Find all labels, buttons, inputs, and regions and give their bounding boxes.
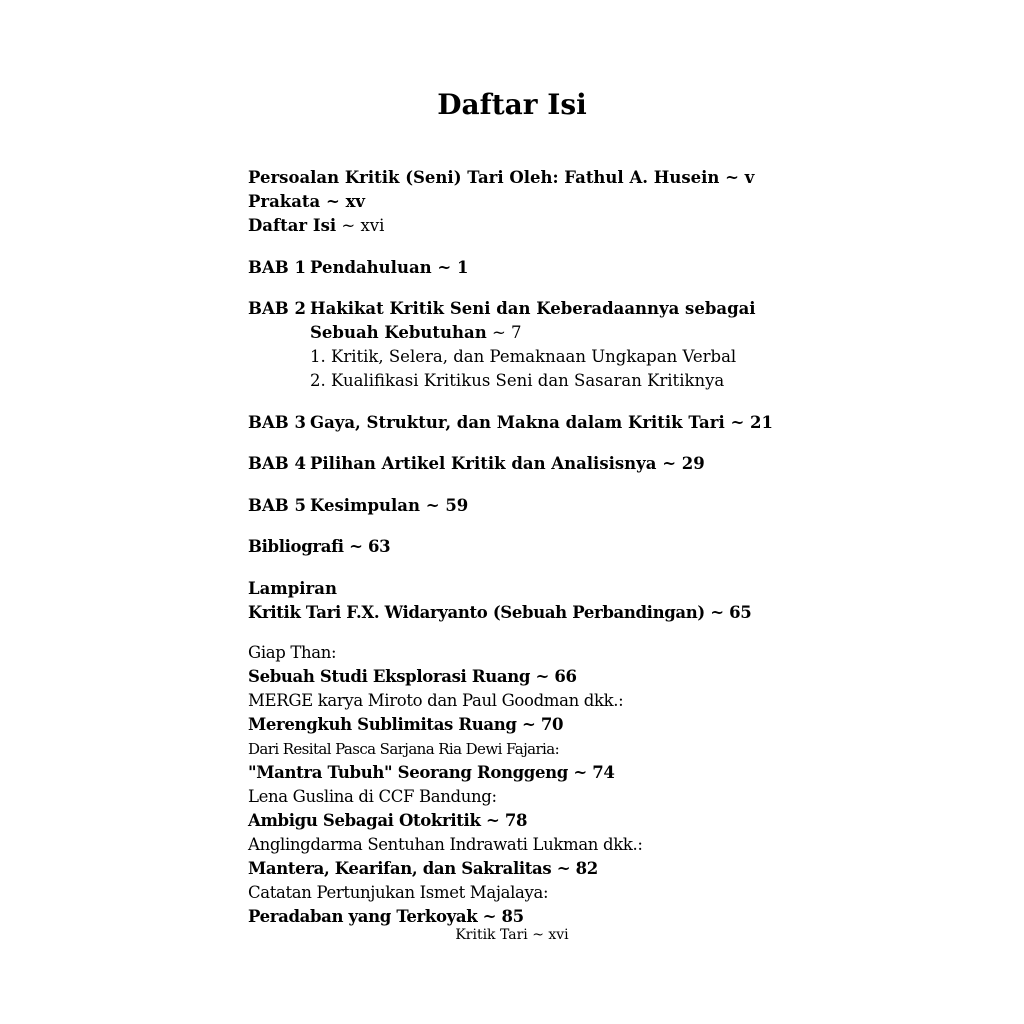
article-title: "Mantra Tubuh" Seorang Ronggeng [248,763,568,782]
chapter-3: BAB 3 Gaya, Struktur, dan Makna dalam Kritik Tari ~ 21 [248,411,808,435]
article-intro: Dari Resital Pasca Sarjana Ria Dewi Fajaria: [248,740,560,758]
chapter-2: BAB 2 Hakikat Kritik Seni dan Keberadaannya sebagai Sebuah Kebutuhan ~ 7 1. Kritik, Selera, dan Pemaknaan Ungkapan Verbal 2. Kualifikasi Kritikus Seni dan Sasaran Kritiknya [248,297,808,393]
chapter-page: 7 [511,323,522,342]
table-of-contents [248,166,808,929]
chapter-title: Gaya, Struktur, dan Makna dalam Kritik Tari [310,412,725,432]
article-entry: Peradaban yang Terkoyak ~ 85 [248,907,524,926]
article-page: 74 [592,763,615,782]
article-entry: Sebuah Studi Eksplorasi Ruang ~ 66 [248,667,577,686]
article-page: 85 [501,907,524,926]
toc-entry-persoalan: Persoalan Kritik (Seni) Tari Oleh: Fathul A. Husein ~ v [248,168,755,187]
article-intro: Giap Than: [248,643,337,662]
entry-label: Prakata [248,192,321,211]
toc-entry-appendix: Kritik Tari F.X. Widaryanto (Sebuah Perbandingan) ~ 65 [248,602,752,622]
article-title: Ambigu Sebagai Otokritik [248,811,481,830]
toc-entry-bibliografi: Bibliografi ~ 63 [248,537,391,556]
chapter-5: BAB 5 Kesimpulan ~ 59 [248,494,808,518]
article-entry: Mantera, Kearifan, dan Sakralitas ~ 82 [248,859,598,878]
entry-page: 63 [368,537,391,556]
entry-label: Bibliografi [248,537,344,556]
article-title: Peradaban yang Terkoyak [248,907,478,926]
subsection-list [310,345,756,393]
entry-label: Kritik Tari F.X. Widaryanto (Sebuah Perbandingan) [248,602,705,622]
chapter-title: Pendahuluan [310,257,432,277]
chapter-page: 1 [456,257,469,277]
chapter-page: 29 [681,454,705,473]
chapter-title-line2: Sebuah Kebutuhan [310,323,487,342]
chapter-number: BAB 2 [248,299,306,318]
entry-page: xvi [360,216,385,235]
toc-entry-daftar-isi: Daftar Isi ~ xvi [248,216,385,235]
subsection-item: 1. Kritik, Selera, dan Pemaknaan Ungkapan Verbal [310,347,737,366]
chapter-title: Pilihan Artikel Kritik dan Analisisnya [310,454,657,473]
chapter-number: BAB 3 [248,412,306,432]
chapter-1: BAB 1 Pendahuluan ~ 1 [248,256,808,280]
toc-entry-prakata: Prakata ~ xv [248,192,365,211]
chapter-page: 21 [750,412,774,432]
article-entry: "Mantra Tubuh" Seorang Ronggeng ~ 74 [248,763,615,782]
entry-page: v [744,168,755,187]
page-footer: Kritik Tari ~ xvi [455,927,569,943]
subsection-item: 2. Kualifikasi Kritikus Seni dan Sasaran Kritiknya [310,371,725,390]
entry-page: 65 [729,602,752,622]
entry-page: xv [345,192,365,211]
article-page: 66 [554,667,577,686]
article-page: 70 [540,715,564,734]
appendix-heading: Lampiran [248,578,337,598]
article-title: Sebuah Studi Eksplorasi Ruang [248,667,531,686]
article-title: Mantera, Kearifan, dan Sakralitas [248,859,552,878]
article-title: Merengkuh Sublimitas Ruang [248,715,517,734]
page-title: Daftar Isi [437,88,587,121]
entry-label: Daftar Isi [248,216,337,235]
chapter-title: Kesimpulan [310,495,420,515]
article-intro: Lena Guslina di CCF Bandung: [248,787,497,806]
article-page: 78 [504,811,528,830]
chapter-number: BAB 4 [248,454,306,473]
article-page: 82 [575,859,598,878]
article-intro: Catatan Pertunjukan Ismet Majalaya: [248,883,549,902]
chapter-number: BAB 5 [248,495,306,515]
article-intro: MERGE karya Miroto dan Paul Goodman dkk.: [248,691,624,710]
chapter-title-line1: Hakikat Kritik Seni dan Keberadaannya sebagai [310,299,756,318]
article-entry: Merengkuh Sublimitas Ruang ~ 70 [248,715,564,734]
article-entry: Ambigu Sebagai Otokritik ~ 78 [248,811,528,830]
article-intro: Anglingdarma Sentuhan Indrawati Lukman dkk.: [248,835,643,854]
chapter-4: BAB 4 Pilihan Artikel Kritik dan Analisisnya ~ 29 [248,452,808,476]
chapter-page: 59 [445,495,469,515]
entry-label: Persoalan Kritik (Seni) Tari Oleh: Fathul A. Husein [248,168,720,187]
chapter-number: BAB 1 [248,257,306,277]
